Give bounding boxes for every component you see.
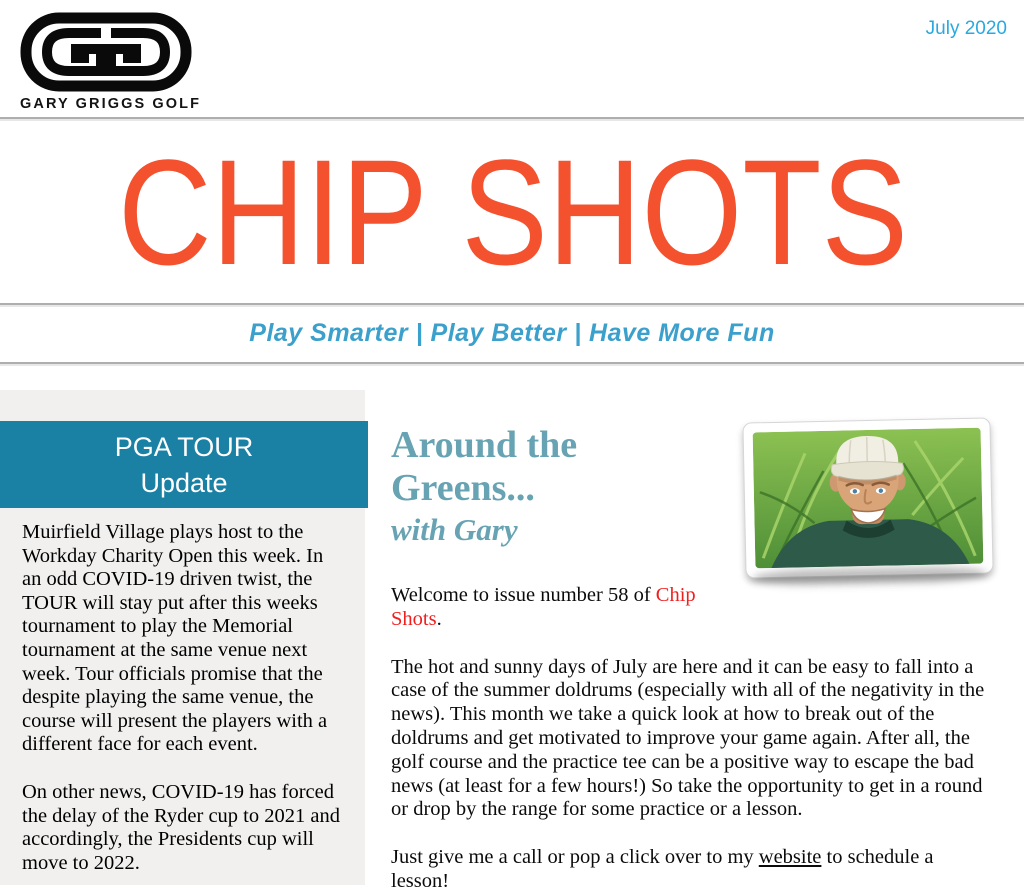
gary-photo [742, 417, 993, 578]
main-article [365, 390, 1024, 892]
masthead [0, 119, 1024, 303]
tagline-band [0, 305, 1024, 362]
chip-shots-highlight: Chip Shots [391, 584, 696, 630]
section-heading: Around the Greens... [391, 424, 578, 509]
welcome-paragraph [391, 584, 994, 632]
logo-wordmark: GARY GRIGGS GOLF [20, 96, 202, 112]
welcome-text: Welcome to issue number 58 of [391, 584, 656, 606]
body-paragraph: The hot and sunny days of July are here and it can be easy to fall into a case of the summer doldrums (especially with all of the negativity in the news). This month we take a quick look at how to break out of the doldrums and get motivated to improve your game again. After all, the golf course and the practice tee can be a positive way to escape the bad news (at least for a few hours!) So take the opportunity to get in a round or drop by the range for some practice or a lesson. [391, 655, 985, 821]
section-subheading: with Gary [391, 512, 518, 547]
newsletter-title-art [0, 126, 1024, 296]
gary-photo-illustration [753, 428, 984, 569]
spacer [0, 364, 1024, 390]
gary-griggs-golf-logo [20, 12, 202, 112]
cta-text: Just give me a call or pop a click over to my [391, 846, 759, 869]
pga-tour-banner [0, 421, 368, 508]
header [0, 0, 1024, 117]
sidebar-paragraph: On other news, COVID-19 has forced the delay of the Ryder cup to 2021 and accordingly, the Presidents cup will move to 2022. [22, 780, 340, 874]
welcome-suffix: . [436, 607, 442, 630]
issue-date: July 2020 [925, 18, 1007, 39]
sidebar [0, 390, 365, 885]
sidebar-paragraph: Muirfield Village plays host to the Workday Charity Open this week. In an odd COVID-19 driven twist, the TOUR will stay put after this weeks tournament to play the Memorial tournament at the same venue next week. Tour officials promise that the despite playing the same venue, the course will present the players with a different face for each event. [22, 521, 328, 756]
gg-logo-icon [20, 12, 192, 92]
pga-banner-line2: Update [140, 467, 228, 498]
cta-paragraph [391, 846, 994, 894]
newsletter-title: CHIP SHOTS [118, 128, 908, 296]
tagline: Play Smarter | Play Better | Have More Fun [249, 319, 775, 347]
website-link[interactable]: website [758, 846, 822, 869]
content-columns [0, 390, 1024, 892]
cta-suffix: to schedule a lesson! [391, 846, 934, 892]
pga-banner-line1: PGA TOUR [114, 431, 254, 462]
